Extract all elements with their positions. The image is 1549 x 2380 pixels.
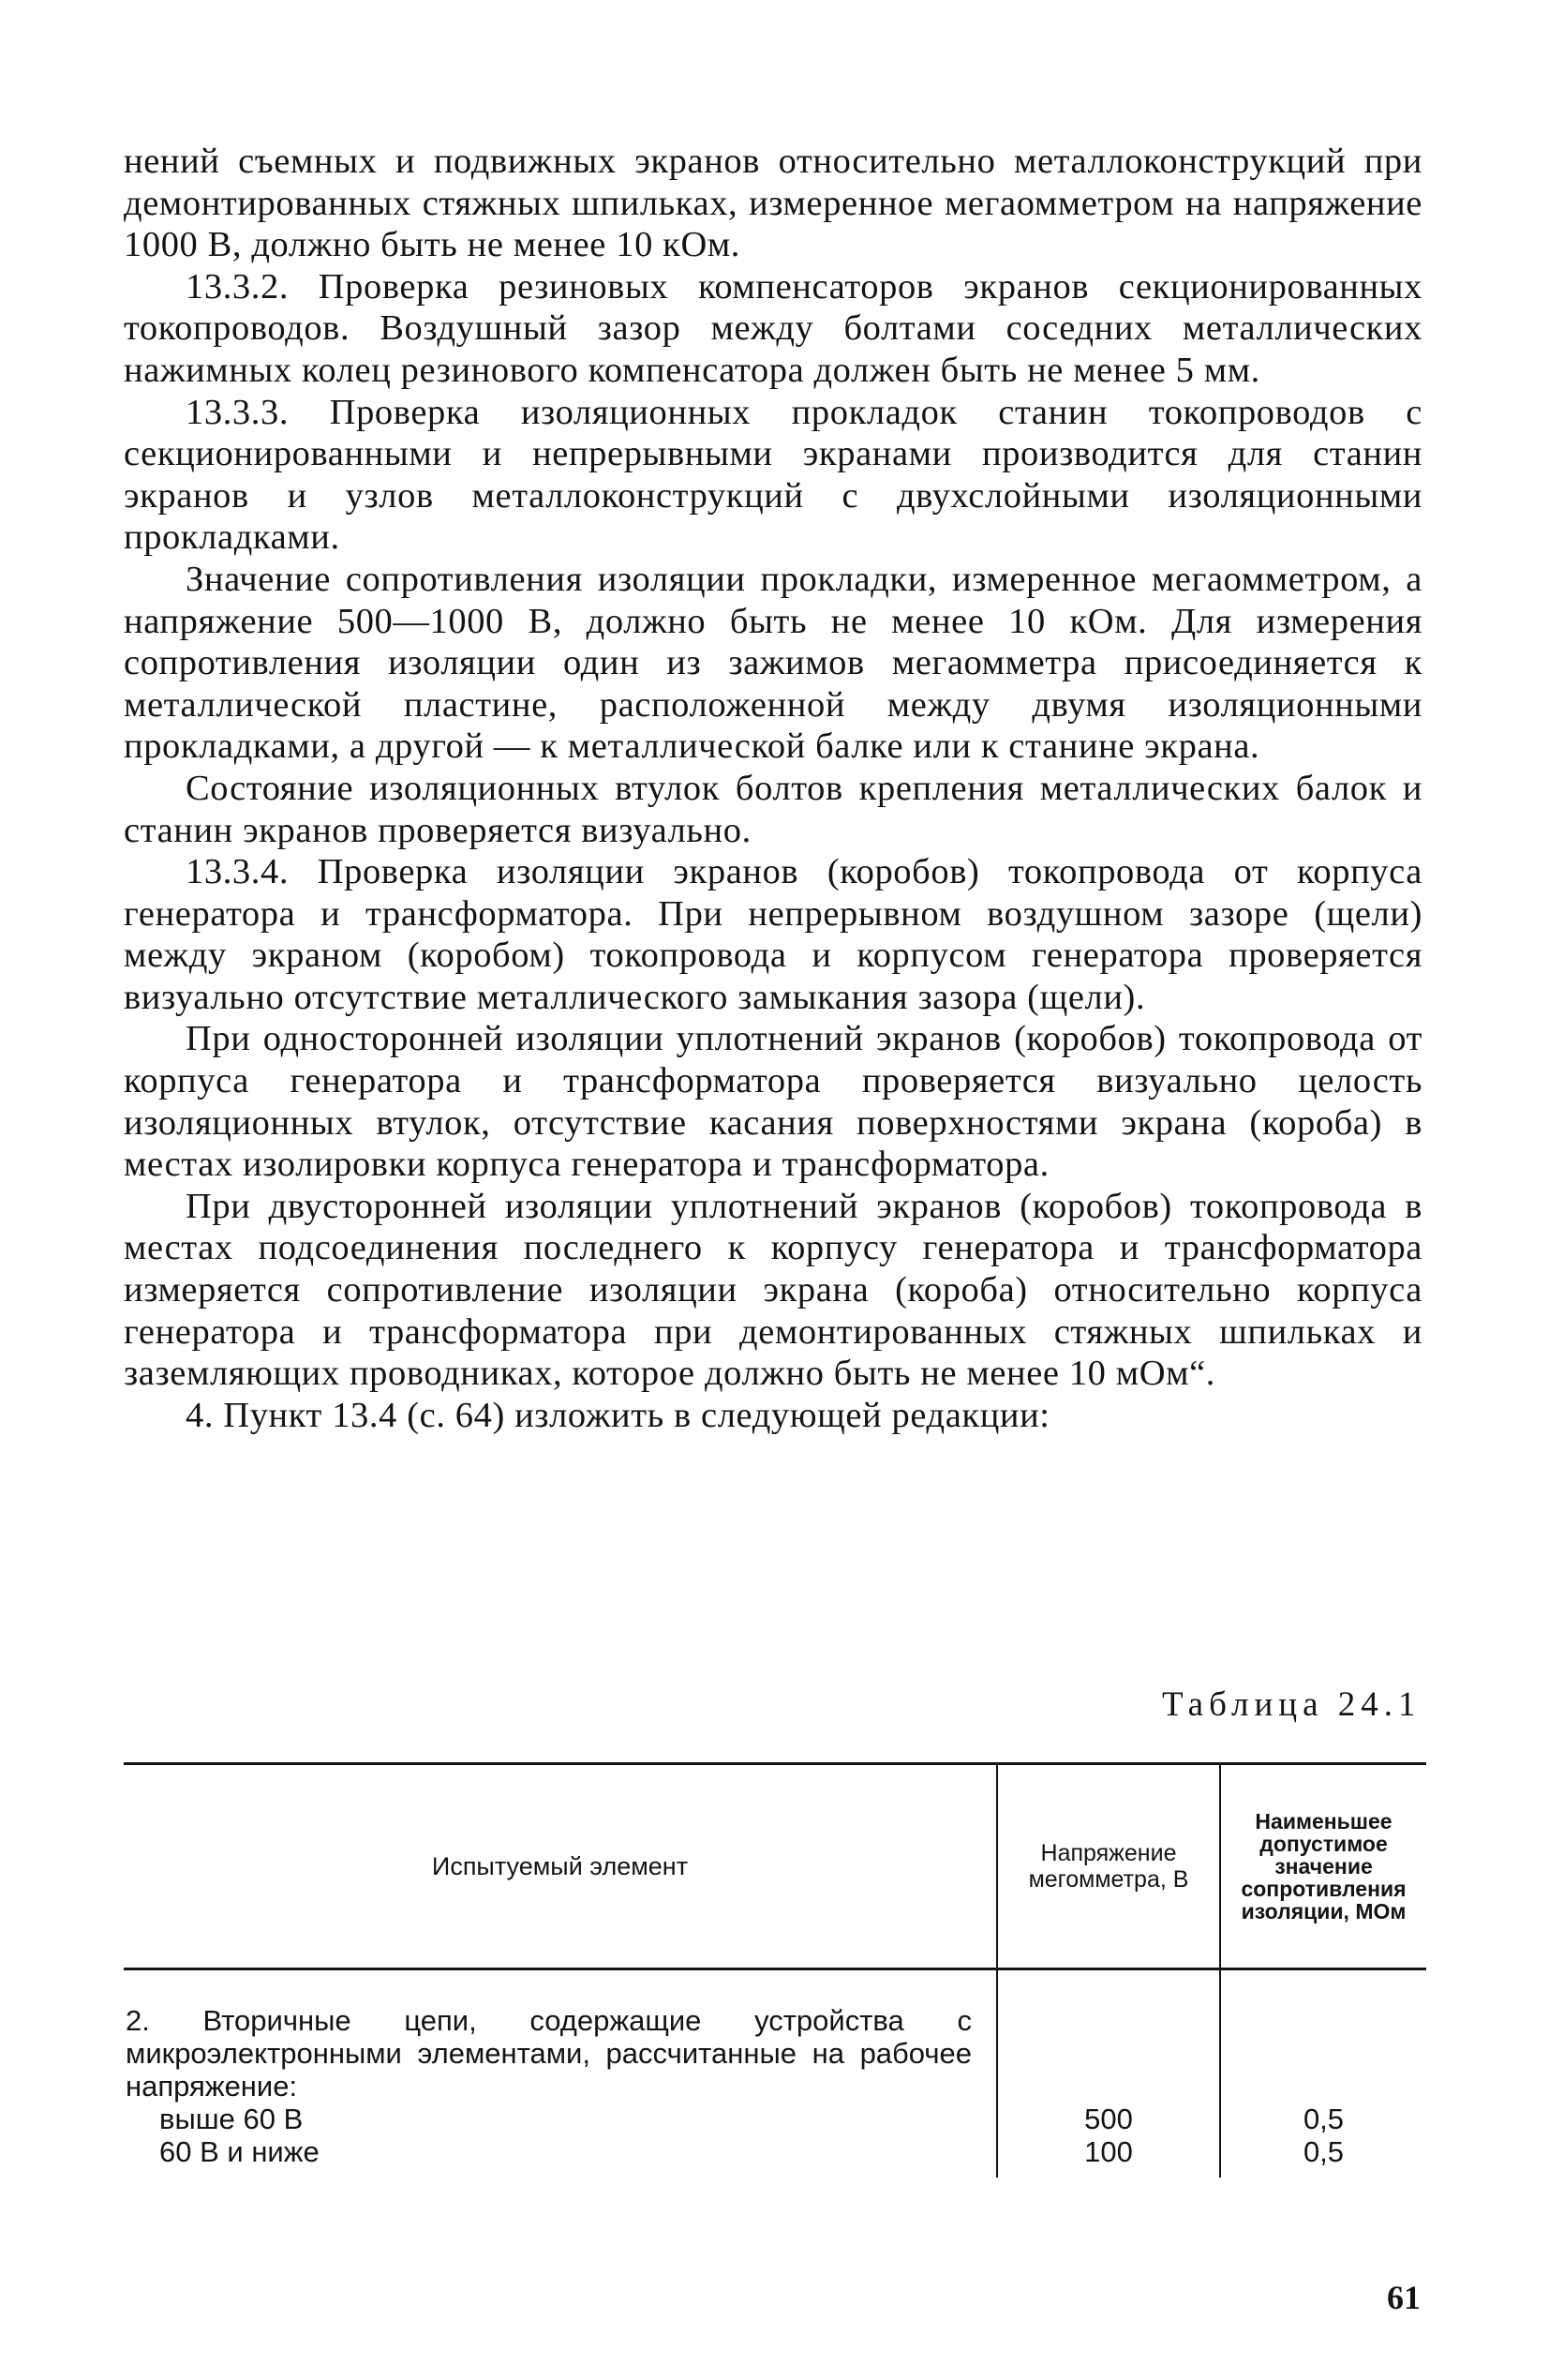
- paragraph-one-sided-insulation: При односторонней изоляции уплотнений экранов (коробов) токопровода от корпуса генератора и трансформатора проверяется визуально целость изоляционных втулок, отсутствие касания поверхностями экрана (короба) в местах изолировки корпуса генератора и трансформатора.: [124, 1019, 1422, 1185]
- paragraph-13-3-4: 13.3.4. Проверка изоляции экранов (коробов) токопровода от корпуса генератора и трансформатора. При непрерывном воздушном зазоре (щели) между экраном (коробом) токопровода и корпусом генератора проверяется визуально отсутствие металлического замыкания зазора (щели).: [124, 852, 1422, 1017]
- table-caption: Таблица 24.1: [1162, 1685, 1422, 1724]
- paragraph-two-sided-insulation: При двусторонней изоляции уплотнений экранов (коробов) токопровода в местах подсоединения последнего к корпусу генератора и трансформатора измеряется сопротивление изоляции экрана (короба) относительно корпуса генератора и трансформатора при демонтированных стяжных шпильках и заземляющих проводниках, которое должно быть не менее 10 мОм“.: [124, 1186, 1422, 1394]
- insulation-table: [124, 1762, 1426, 2178]
- resistance-value: 0,5: [1303, 2103, 1345, 2135]
- sub-item-label: 60 В и ниже: [159, 2135, 320, 2168]
- resistance-value: 0,5: [1303, 2135, 1345, 2168]
- table-header-row: [124, 1764, 1426, 1969]
- sub-item-label: выше 60 В: [159, 2103, 304, 2135]
- header-tested-element: Испытуемый элемент: [124, 1764, 997, 1969]
- paragraph-insulation-value: Значение сопротивления изоляции прокладки, измеренное мегаомметром, а напряжение 500—1000 В, должно быть не менее 10 кОм. Для измерения сопротивления изоляции один из зажимов мегаомметра присоединяется к металлической пластине, расположенной между двумя изоляционными прокладками, а другой — к металлической балке или к станине экрана.: [124, 559, 1422, 767]
- cell-voltage: [997, 1969, 1220, 2178]
- voltage-value: 500: [1084, 2103, 1133, 2135]
- voltage-value: 100: [1084, 2135, 1133, 2168]
- body-text: [124, 141, 1422, 1436]
- paragraph-item-4: 4. Пункт 13.4 (с. 64) изложить в следующей редакции:: [186, 1395, 1050, 1435]
- cell-resistance: [1220, 1969, 1426, 2178]
- paragraph-13-3-3: 13.3.3. Проверка изоляционных прокладок станин токопроводов с секционированными и непрерывными экранами производится для станин экранов и узлов металлоконструкций с двухслойными изоляционными прокладками.: [124, 392, 1422, 558]
- header-min-resistance: Наименьшее допустимое значение сопротивления изоляции, МОм: [1220, 1764, 1426, 1969]
- paragraph-continuation: нений съемных и подвижных экранов относительно металлоконструкций при демонтированных стяжных шпильках, измеренное мегаомметром на напряжение 1000 В, должно быть не менее 10 кОм.: [124, 142, 1422, 265]
- table-row: [124, 1969, 1426, 2178]
- paragraph-13-3-2: 13.3.2. Проверка резиновых компенсаторов экранов секционированных токопроводов. Воздушный зазор между болтами соседних металлических нажимных колец резинового компенсатора должен быть не менее 5 мм.: [124, 266, 1422, 390]
- header-megohmmeter-voltage: Напряжение мегомметра, В: [997, 1764, 1220, 1969]
- cell-element: [124, 1969, 997, 2178]
- paragraph-bushing-state: Состояние изоляционных втулок болтов крепления металлических балок и станин экранов проверяется визуально.: [124, 768, 1422, 850]
- page-number: 61: [1387, 2279, 1421, 2316]
- element-description: 2. Вторичные цепи, содержащие устройства с микроэлектронными элементами, рассчитанные на рабочее напряжение:: [126, 2004, 972, 2103]
